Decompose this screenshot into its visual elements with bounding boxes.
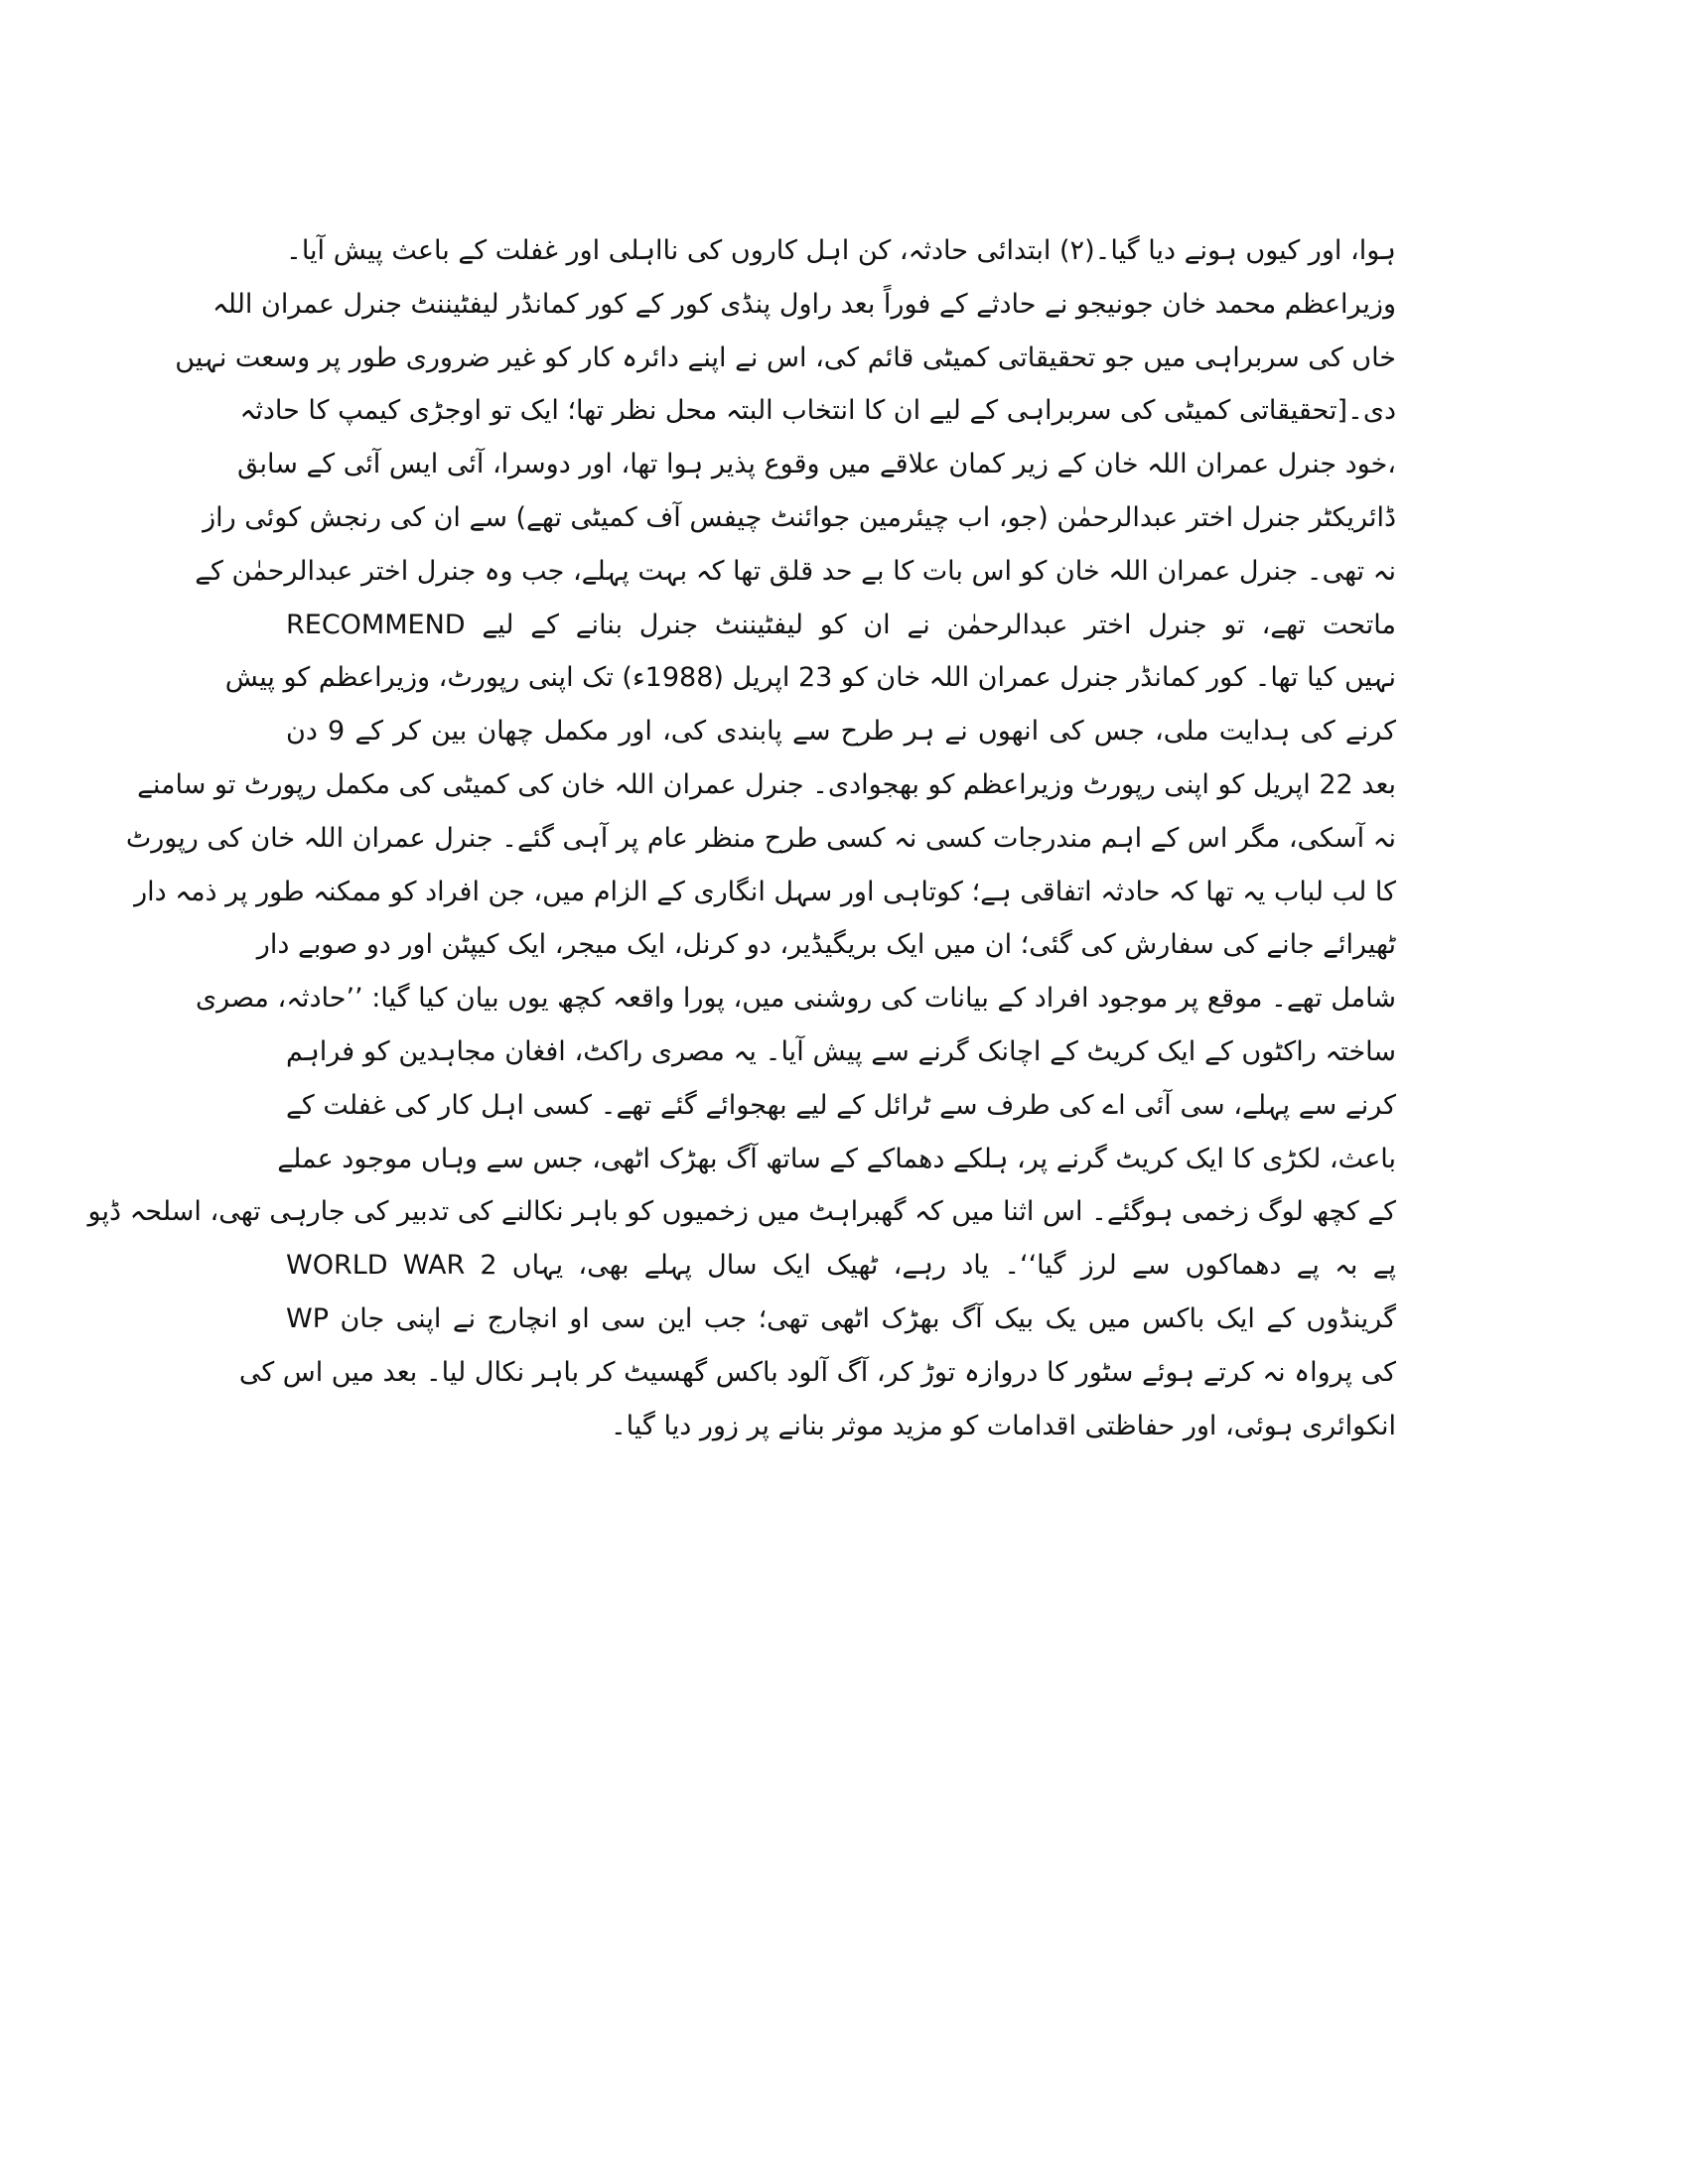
text-line-12: نہ آسکی، مگر اس کے اہم مندرجات کسی نہ کسی طرح منظر عام پر آہی گئے۔ جنرل عمران اللہ خان کی رپورٹ [125,822,1396,854]
urdu-text-block [87,224,1397,1452]
text-line-18: باعث، لکڑی کا ایک کریٹ گرنے پر، ہلکے دھماکے کے ساتھ آگ بھڑک اٹھی، جس سے وہاں موجود عملے [277,1143,1396,1174]
text-line-19: کے کچھ لوگ زخمی ہوگئے۔ اس اثنا میں کہ گھبراہٹ میں زخمیوں کو باہر نکالنے کی تدبیر کی جارہی تھی، اسلحہ ڈپو [87,1196,1396,1228]
text-line-1: ہوا، اور کیوں ہونے دیا گیا۔(۲) ابتدائی حادثہ، کن اہل کاروں کی نااہلی اور غفلت کے باعث پیش آیا۔ [286,235,1396,266]
text-line-4: دی۔[تحقیقاتی کمیٹی کی سربراہی کے لیے ان کا انتخاب البتہ محل نظر تھا؛ ایک تو اوجڑی کیمپ کا حادثہ [239,395,1396,427]
text-line-13: کا لب لباب یہ تھا کہ حادثہ اتفاقی ہے؛ کوتاہی اور سہل انگاری کے الزام میں، جن افراد کو ممکنہ طور پر ذمہ دار [134,876,1396,907]
text-line-11: بعد 22 اپریل کو اپنی رپورٹ وزیراعظم کو بھجوادی۔ جنرل عمران اللہ خان کی کمیٹی کی مکمل رپورٹ تو سامنے [137,768,1396,800]
text-line-7: نہ تھی۔ جنرل عمران اللہ خان کو اس بات کا بے حد قلق تھا کہ بہت پہلے، جب وہ جنرل اختر عبدالرحمٰن کے [195,555,1396,587]
text-line-22: کی پرواہ نہ کرتے ہوئے سٹور کا دروازہ توڑ کر، آگ آلود باکس گھسیٹ کر باہر نکال لیا۔ بعد میں اس کی [238,1356,1396,1388]
text-line-8: ماتحت تھے، تو جنرل اختر عبدالرحمٰن نے ان کو لیفٹیننٹ جنرل بنانے کے لیے RECOMMEND [286,609,1396,640]
text-line-23: انکوائری ہوئی، اور حفاظتی اقدامات کو مزید موثر بنانے پر زور دیا گیا۔ [610,1410,1396,1441]
text-line-10: کرنے کی ہدایت ملی، جس کی انھوں نے ہر طرح سے پابندی کی، اور مکمل چھان بین کر کے 9 دن [286,716,1397,748]
text-line-17: کرنے سے پہلے، سی آئی اے کی طرف سے ٹرائل کے لیے بھجوائے گئے تھے۔ کسی اہل کار کی غفلت کے [286,1089,1396,1121]
text-line-9: نہیں کیا تھا۔ کور کمانڈر جنرل عمران اللہ خان کو 23 اپریل (1988ء) تک اپنی رپورٹ، وزیراعظم کو پیش [224,662,1396,694]
text-line-5: ،خود جنرل عمران اللہ خان کے زیر کمان علاقے میں وقوع پذیر ہوا تھا، اور دوسرا، آئی ایس آئی کے سابق [237,449,1396,480]
text-line-15: شامل تھے۔ موقع پر موجود افراد کے بیانات کی روشنی میں، پورا واقعہ کچھ یوں بیان کیا گیا: ’’حادثہ، مصری [195,983,1396,1015]
text-line-21: WP گرینڈوں کے ایک باکس میں یک بیک آگ بھڑک اٹھی تھی؛ جب این سی او انچارج نے اپنی جان [286,1302,1396,1334]
text-line-14: ٹھیرائے جانے کی سفارش کی گئی؛ ان میں ایک بریگیڈیر، دو کرنل، ایک میجر، ایک کیپٹن اور دو صوبے دار [256,929,1396,961]
text-line-2: وزیراعظم محمد خان جونیجو نے حادثے کے فوراً بعد راول پنڈی کور کے کور کمانڈر لیفٹیننٹ جنرل عمران اللہ [211,288,1396,320]
text-line-16: ساختہ راکٹوں کے ایک کریٹ کے اچانک گرنے سے پیش آیا۔ یہ مصری راکٹ، افغان مجاہدین کو فراہم [286,1035,1396,1067]
text-line-6: ڈائریکٹر جنرل اختر عبدالرحمٰن (جو، اب چیئرمین جوائنٹ چیفس آف کمیٹی تھے) سے ان کی رنجش کوئی راز [203,501,1396,533]
text-line-20: پے بہ پے دھماکوں سے لرز گیا‘‘۔ یاد رہے، ٹھیک ایک سال پہلے بھی، یہاں WORLD WAR 2 [286,1250,1396,1282]
text-line-3: خاں کی سربراہی میں جو تحقیقاتی کمیٹی قائم کی، اس نے اپنے دائرہ کار کو غیر ضروری طور پر وسعت نہیں [175,341,1396,373]
